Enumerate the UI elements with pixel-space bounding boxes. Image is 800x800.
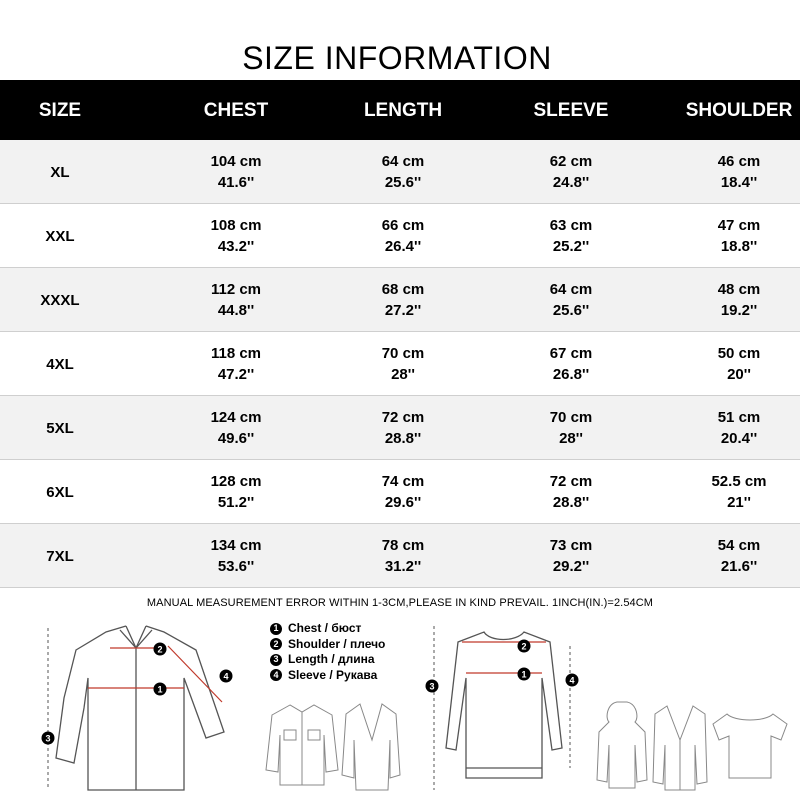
- value-cm: 62 cm: [549, 153, 593, 170]
- table-header: [0, 80, 800, 140]
- value-cm: 54 cm: [717, 537, 761, 554]
- value-cm: 52.5 cm: [711, 473, 767, 490]
- cell-length: [319, 460, 487, 524]
- value-inch: 18.8'': [720, 238, 758, 255]
- hoodie-cardigan-tee-sketch: [595, 700, 795, 795]
- cell-chest: [152, 332, 320, 396]
- col-sleeve: SLEEVE: [533, 100, 609, 121]
- value-inch: 19.2'': [720, 302, 758, 319]
- cell-sleeve: [487, 396, 655, 460]
- cell-length: [319, 396, 487, 460]
- cell-chest: [152, 140, 320, 204]
- cell-size: [0, 396, 120, 460]
- size-label: 7XL: [46, 547, 74, 565]
- value-inch: 24.8'': [552, 174, 590, 191]
- value-cm: 64 cm: [381, 153, 425, 170]
- cell-sleeve: [487, 204, 655, 268]
- svg-text:3: 3: [45, 733, 51, 744]
- cell-sleeve: [487, 524, 655, 588]
- value-inch: 26.8'': [552, 366, 590, 383]
- table-row: [0, 140, 800, 204]
- svg-text:2: 2: [157, 644, 163, 655]
- value-inch: 20.4'': [720, 430, 758, 447]
- value-cm: 68 cm: [381, 281, 425, 298]
- value-cm: 63 cm: [549, 217, 593, 234]
- cell-sleeve: [487, 268, 655, 332]
- cell-length: [319, 140, 487, 204]
- value-inch: 28'': [391, 366, 415, 383]
- value-inch: 44.8'': [217, 302, 255, 319]
- cell-sleeve: [487, 140, 655, 204]
- legend-item: 2 Shoulder / плечо: [270, 637, 385, 653]
- sweater-sketch: [420, 618, 595, 798]
- measurement-legend: [270, 621, 385, 683]
- table-row: [0, 396, 800, 460]
- value-inch: 51.2'': [217, 494, 255, 511]
- cell-shoulder: [655, 204, 800, 268]
- legend-item: 4 Sleeve / Рукава: [270, 668, 385, 684]
- value-inch: 25.6'': [384, 174, 422, 191]
- page-title: SIZE INFORMATION: [242, 40, 552, 76]
- table-row: [0, 268, 800, 332]
- value-cm: 74 cm: [381, 473, 425, 490]
- size-label: XXXL: [40, 291, 80, 309]
- size-label: 4XL: [46, 355, 74, 373]
- value-inch: 21'': [727, 494, 751, 511]
- value-cm: 134 cm: [210, 537, 262, 554]
- value-inch: 43.2'': [217, 238, 255, 255]
- col-chest: CHEST: [203, 100, 269, 121]
- value-inch: 27.2'': [384, 302, 422, 319]
- jacket-sketch: [262, 700, 402, 795]
- table-row: [0, 332, 800, 396]
- cell-sleeve: [487, 460, 655, 524]
- value-cm: 78 cm: [381, 537, 425, 554]
- legend-item: 1 Chest / бюст: [270, 621, 385, 637]
- cell-shoulder: [655, 140, 800, 204]
- shirt-sketch: [36, 618, 266, 798]
- cell-chest: [152, 460, 320, 524]
- row-divider: [0, 587, 800, 588]
- value-inch: 29.2'': [552, 558, 590, 575]
- value-inch: 29.6'': [384, 494, 422, 511]
- cell-chest: [152, 204, 320, 268]
- value-inch: 41.6'': [217, 174, 255, 191]
- cell-shoulder: [655, 396, 800, 460]
- size-label: 6XL: [46, 483, 74, 501]
- svg-text:3: 3: [429, 681, 435, 692]
- value-inch: 18.4'': [720, 174, 758, 191]
- cell-shoulder: [655, 460, 800, 524]
- cell-length: [319, 332, 487, 396]
- value-cm: 46 cm: [717, 153, 761, 170]
- value-inch: 31.2'': [384, 558, 422, 575]
- value-inch: 25.6'': [552, 302, 590, 319]
- size-label: XXL: [45, 227, 75, 245]
- legend-item: 3 Length / длина: [270, 652, 385, 668]
- cell-chest: [152, 268, 320, 332]
- cell-size: [0, 460, 120, 524]
- value-cm: 124 cm: [210, 409, 262, 426]
- value-cm: 50 cm: [717, 345, 761, 362]
- svg-text:1: 1: [157, 684, 163, 695]
- table-row: [0, 524, 800, 588]
- value-cm: 64 cm: [549, 281, 593, 298]
- value-cm: 67 cm: [549, 345, 593, 362]
- cell-length: [319, 204, 487, 268]
- svg-text:4: 4: [569, 675, 575, 686]
- value-cm: 72 cm: [381, 409, 425, 426]
- value-cm: 104 cm: [210, 153, 262, 170]
- value-inch: 20'': [727, 366, 751, 383]
- svg-text:4: 4: [223, 671, 229, 682]
- cell-chest: [152, 524, 320, 588]
- value-cm: 108 cm: [210, 217, 262, 234]
- value-cm: 70 cm: [381, 345, 425, 362]
- value-cm: 70 cm: [549, 409, 593, 426]
- table-row: [0, 460, 800, 524]
- cell-chest: [152, 396, 320, 460]
- value-inch: 21.6'': [720, 558, 758, 575]
- value-cm: 51 cm: [717, 409, 761, 426]
- svg-text:1: 1: [521, 669, 527, 680]
- svg-text:2: 2: [521, 641, 527, 652]
- cell-shoulder: [655, 268, 800, 332]
- value-inch: 25.2'': [552, 238, 590, 255]
- cell-shoulder: [655, 524, 800, 588]
- value-cm: 73 cm: [549, 537, 593, 554]
- cell-length: [319, 524, 487, 588]
- value-cm: 118 cm: [210, 345, 262, 362]
- value-cm: 66 cm: [381, 217, 425, 234]
- table-row: [0, 204, 800, 268]
- measurement-note: MANUAL MEASUREMENT ERROR WITHIN 1-3CM,PLEASE IN KIND PREVAIL. 1INCH(IN.)=2.54CM: [146, 597, 654, 609]
- cell-sleeve: [487, 332, 655, 396]
- value-inch: 53.6'': [217, 558, 255, 575]
- col-shoulder: SHOULDER: [685, 100, 793, 121]
- value-inch: 49.6'': [217, 430, 255, 447]
- value-cm: 112 cm: [210, 281, 262, 298]
- size-label: XL: [50, 163, 70, 181]
- col-length: LENGTH: [363, 100, 443, 121]
- value-cm: 128 cm: [210, 473, 262, 490]
- cell-size: [0, 524, 120, 588]
- value-cm: 48 cm: [717, 281, 761, 298]
- value-inch: 26.4'': [384, 238, 422, 255]
- cell-size: [0, 140, 120, 204]
- size-label: 5XL: [46, 419, 74, 437]
- value-inch: 28.8'': [384, 430, 422, 447]
- col-size: SIZE: [38, 100, 82, 121]
- value-inch: 47.2'': [217, 366, 255, 383]
- value-inch: 28'': [559, 430, 583, 447]
- value-inch: 28.8'': [552, 494, 590, 511]
- cell-shoulder: [655, 332, 800, 396]
- cell-size: [0, 204, 120, 268]
- value-cm: 72 cm: [549, 473, 593, 490]
- cell-size: [0, 332, 120, 396]
- cell-size: [0, 268, 120, 332]
- cell-length: [319, 268, 487, 332]
- value-cm: 47 cm: [717, 217, 761, 234]
